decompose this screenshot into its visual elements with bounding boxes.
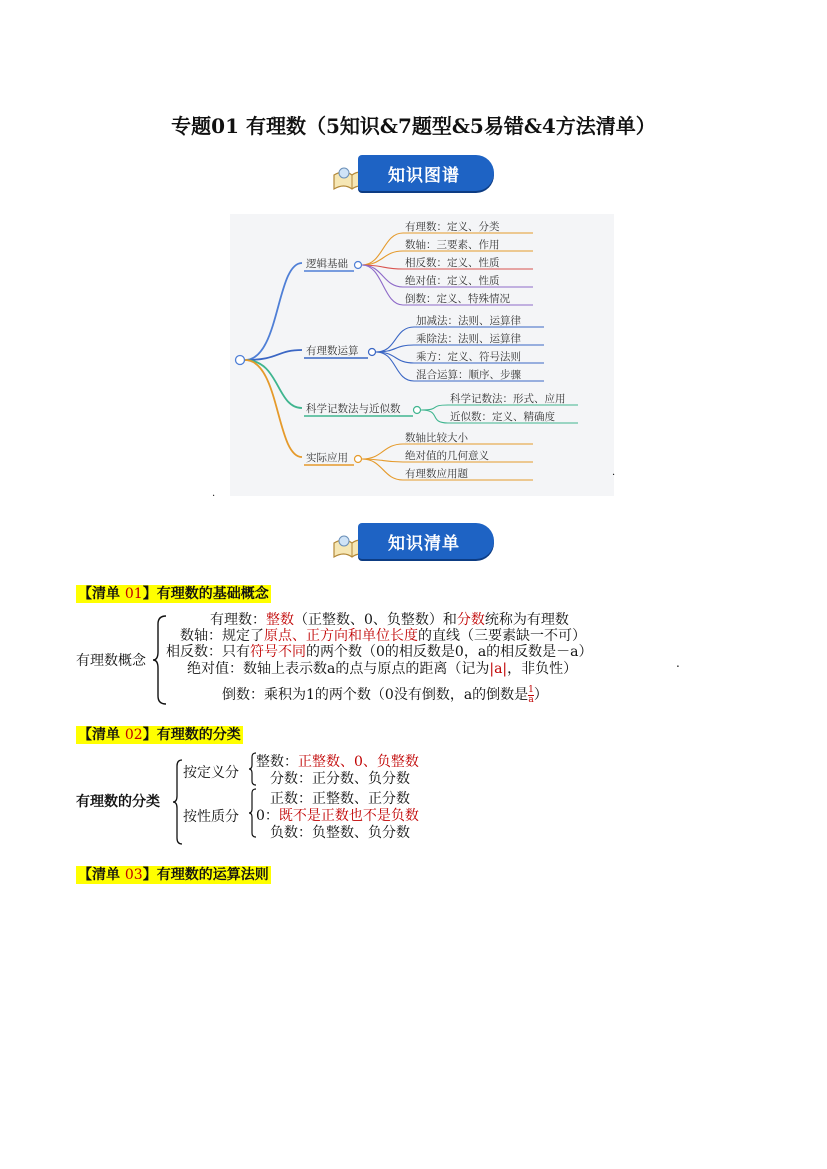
mindmap-item-label: 科学记数法：形式、应用 bbox=[450, 393, 566, 405]
section-heading-03: 【清单 03】有理数的运算法则 bbox=[78, 867, 269, 883]
mindmap-item-label: 有理数应用题 bbox=[405, 468, 468, 480]
mindmap-item-label: 绝对值的几何意义 bbox=[405, 450, 489, 462]
section-heading-02: 【清单 02】有理数的分类 bbox=[78, 727, 241, 743]
knowledge-map-banner bbox=[330, 153, 500, 195]
mindmap-item-label: 乘方：定义、符号法则 bbox=[416, 351, 521, 363]
mindmap-item-label: 近似数：定义、精确度 bbox=[450, 411, 555, 423]
mindmap-branch-node bbox=[355, 262, 362, 269]
mindmap-branch-label: 科学记数法与近似数 bbox=[306, 403, 401, 415]
positive-line: 正数：正整数、正分数 bbox=[270, 791, 410, 807]
mindmap-branch-node bbox=[369, 349, 376, 356]
mindmap-item-label: 乘除法：法则、运算律 bbox=[416, 333, 521, 345]
mindmap-branch-node bbox=[355, 456, 362, 463]
by-property-label: 按性质分 bbox=[183, 809, 239, 825]
mind-map bbox=[230, 214, 614, 496]
mindmap-item-line bbox=[421, 405, 578, 410]
mindmap-item-label: 绝对值：定义、性质 bbox=[405, 275, 500, 287]
mindmap-item-label: 有理数：定义、分类 bbox=[405, 221, 500, 233]
mindmap-item-label: 加减法：法则、运算律 bbox=[416, 315, 521, 327]
mindmap-item-label: 倒数：定义、特殊情况 bbox=[405, 293, 510, 305]
negative-line: 负数：负整数、负分数 bbox=[270, 825, 410, 841]
page-title: 专题01 有理数（5知识&7题型&5易错&4方法清单） bbox=[171, 114, 656, 138]
mindmap-branch-line bbox=[245, 360, 302, 457]
fraction-line: 分数：正分数、负分数 bbox=[270, 771, 410, 787]
concept-number-line: 数轴：规定了原点、正方向和单位长度的直线（三要素缺一不可） bbox=[180, 628, 586, 644]
mindmap-item-label: 数轴比较大小 bbox=[405, 432, 468, 444]
concept-absolute-value: 绝对值：数轴上表示数a的点与原点的距离（记为|a|，非负性） bbox=[187, 661, 578, 677]
classification-label: 有理数的分类 bbox=[76, 794, 160, 810]
mindmap-branch-label: 有理数运算 bbox=[306, 345, 359, 357]
concept-rational: 有理数：整数（正整数、0、负整数）和分数统称为有理数 bbox=[210, 612, 569, 628]
mindmap-branch-label: 实际应用 bbox=[306, 452, 348, 464]
concept-opposite: 相反数：只有符号不同的两个数（0的相反数是0，a的相反数是－a） bbox=[166, 644, 593, 660]
mindmap-branch-label: 逻辑基础 bbox=[306, 258, 348, 270]
mindmap-item-label: 数轴：三要素、作用 bbox=[405, 239, 500, 251]
banner-label: 知识图谱 bbox=[388, 166, 460, 186]
mindmap-branch-node bbox=[414, 407, 421, 414]
knowledge-list-banner bbox=[330, 521, 500, 563]
mind-map-diagram bbox=[230, 214, 614, 496]
concept-reciprocal: 倒数：乘积为1的两个数（0没有倒数，a的倒数是 $\frac{1}{a}$ ） bbox=[222, 684, 548, 705]
mindmap-root-node bbox=[236, 356, 245, 365]
mindmap-item-label: 混合运算：顺序、步骤 bbox=[416, 369, 521, 381]
mindmap-branch-line bbox=[245, 360, 302, 408]
zero-line: 0：既不是正数也不是负数 bbox=[256, 808, 419, 824]
section-heading-01: 【清单 01】有理数的基础概念 bbox=[78, 586, 269, 602]
concepts-label: 有理数概念 bbox=[76, 653, 146, 669]
mindmap-item-label: 相反数：定义、性质 bbox=[405, 257, 500, 269]
banner-label: 知识清单 bbox=[388, 534, 460, 554]
integer-line: 整数：正整数、0、负整数 bbox=[256, 754, 419, 770]
mindmap-branch-line bbox=[245, 263, 302, 360]
by-definition-label: 按定义分 bbox=[183, 765, 239, 781]
